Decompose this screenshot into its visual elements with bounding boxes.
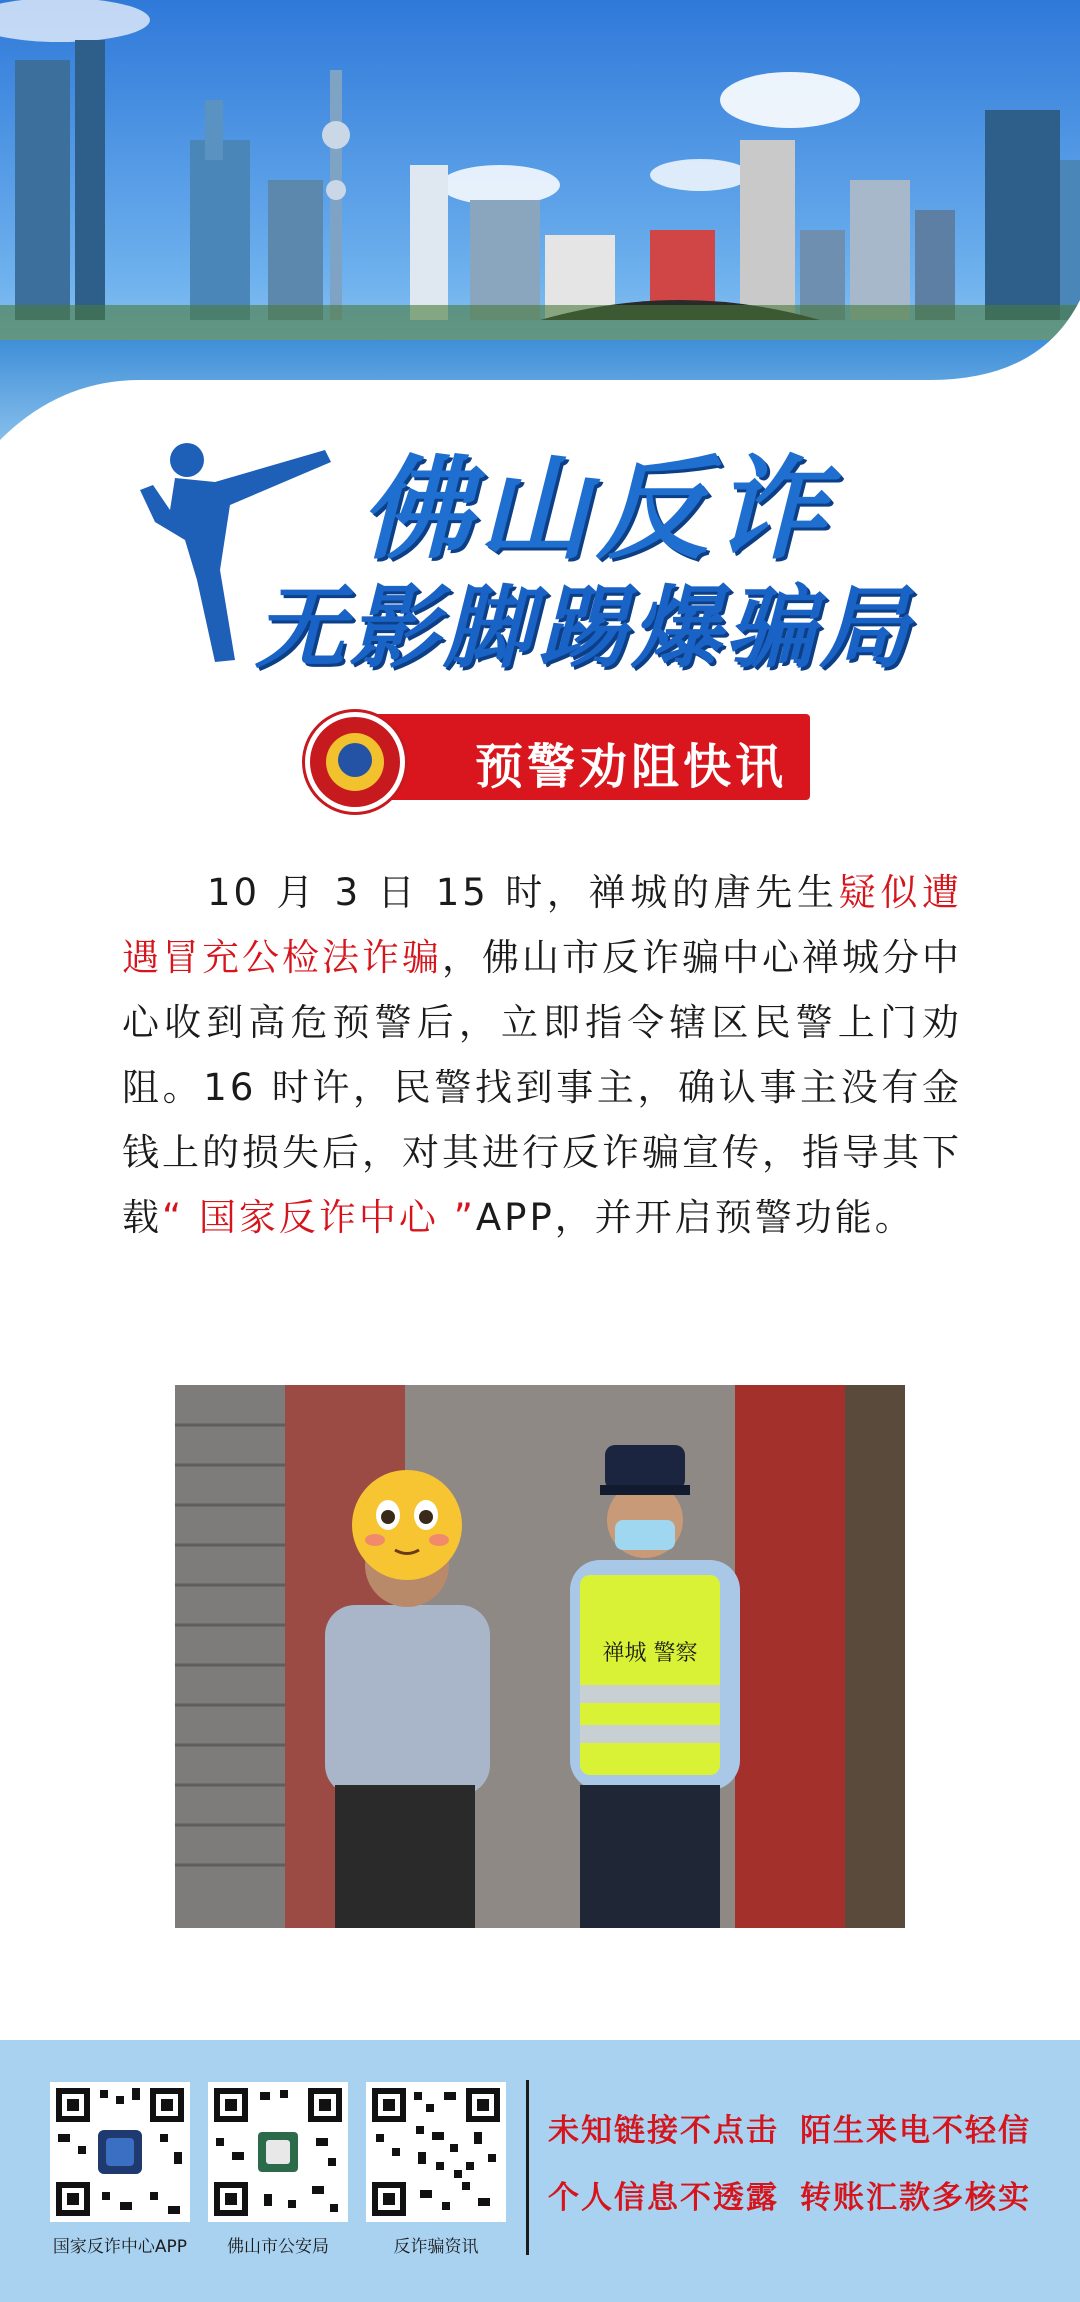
badge-label: 预警劝阻快讯 (475, 739, 788, 795)
title-main: 佛山反诈 (360, 445, 832, 575)
qr-label-1: 国家反诈中心APP (52, 2237, 188, 2257)
qr-code-news[interactable] (366, 2082, 506, 2222)
scene-photo (175, 1385, 905, 1928)
article-text-2: ，佛山市反诈骗中心禅城分中心收到高危预警后，立即指令辖区民警上门劝阻。16 时许，民警找到事主，确认事主没有金钱上的损失后，对其进行反诈骗宣传，指导其下载 (122, 936, 962, 1239)
city-skyline-banner (0, 0, 1080, 470)
slogan-2: 陌生来电不轻信 (800, 2113, 1031, 2149)
article-body (122, 860, 962, 1250)
police-emblem-icon (305, 712, 405, 812)
alert-badge (305, 712, 810, 802)
footer-divider (526, 2080, 529, 2255)
slogan-3: 个人信息不透露 (548, 2180, 779, 2216)
slogan-4: 转账汇款多核实 (800, 2180, 1031, 2216)
title-sub: 无影脚踢爆骗局 (255, 576, 913, 681)
article-text-1: 10 月 3 日 15 时，禅城的唐先生 (207, 871, 839, 914)
article-highlight-1: 疑似遭遇冒充公检法诈骗 (122, 871, 963, 979)
article-highlight-2: “ 国家反诈中心 ” (162, 1196, 476, 1239)
qr-label-2: 佛山市公安局 (227, 2237, 329, 2257)
qr-code-anti-fraud-app[interactable] (50, 2082, 190, 2222)
qr-label-3: 反诈骗资讯 (393, 2237, 479, 2257)
article-text-3: APP，并开启预警功能。 (475, 1196, 915, 1239)
qr-code-police[interactable] (208, 2082, 348, 2222)
vest-text: 禅城 警察 (602, 1641, 698, 1666)
badge-bar (365, 714, 810, 800)
slogan-1: 未知链接不点击 (548, 2113, 779, 2149)
